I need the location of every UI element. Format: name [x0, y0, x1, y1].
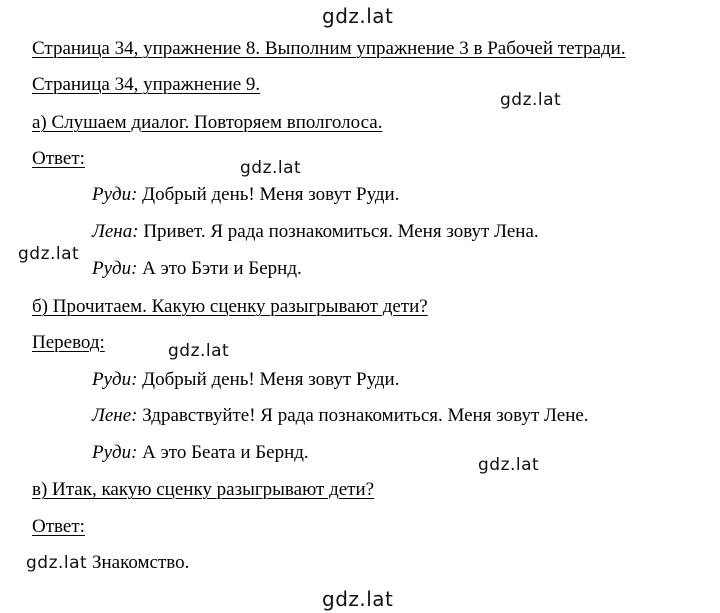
line-text: Добрый день! Меня зовут Руди.: [137, 369, 400, 390]
heading-exercise-8: Страница 34, упражнение 8. Выполним упражнение 3 в Рабочей тетради.: [32, 38, 626, 59]
dialogue-a-line-1: [92, 184, 399, 206]
watermark-bottom: gdz.lat: [322, 587, 394, 611]
speaker: Лена:: [92, 221, 139, 242]
label-answer-a: Ответ:: [32, 148, 85, 169]
dialogue-b-line-3: [92, 442, 309, 464]
heading-part-b: б) Прочитаем. Какую сценку разыгрывают дети?: [32, 296, 428, 317]
heading-exercise-9: Страница 34, упражнение 9.: [32, 74, 261, 95]
speaker: Руди:: [92, 184, 138, 205]
line-text: А это Бэти и Бернд.: [137, 258, 302, 279]
heading-part-c: в) Итак, какую сценку разыгрывают дети?: [32, 479, 375, 500]
answer-c-text: Знакомство.: [92, 552, 190, 573]
watermark-top: gdz.lat: [322, 4, 394, 28]
speaker: Руди:: [92, 369, 138, 390]
heading-part-a: а) Слушаем диалог. Повторяем вполголоса.: [32, 112, 383, 133]
dialogue-b-line-2: [92, 405, 589, 427]
dialogue-a-line-3: [92, 258, 302, 280]
watermark: gdz.lat: [500, 90, 562, 110]
dialogue-b-line-1: [92, 369, 399, 391]
line-text: Добрый день! Меня зовут Руди.: [137, 184, 400, 205]
watermark: gdz.lat: [240, 158, 302, 178]
line-text: Привет. Я рада познакомиться. Меня зовут Лена.: [138, 221, 539, 242]
dialogue-a-line-2: [92, 221, 539, 243]
line-text: Здравствуйте! Я рада познакомиться. Меня зовут Лене.: [137, 405, 589, 426]
watermark: gdz.lat: [18, 244, 80, 264]
speaker: Лене:: [92, 405, 138, 426]
label-translation-b: Перевод:: [32, 332, 105, 353]
speaker: Руди:: [92, 258, 138, 279]
line-text: А это Беата и Бернд.: [137, 442, 309, 463]
speaker: Руди:: [92, 442, 138, 463]
watermark: gdz.lat: [168, 341, 230, 361]
watermark: gdz.lat: [478, 455, 540, 475]
label-answer-c: Ответ:: [32, 516, 85, 537]
watermark: gdz.lat: [26, 553, 88, 573]
